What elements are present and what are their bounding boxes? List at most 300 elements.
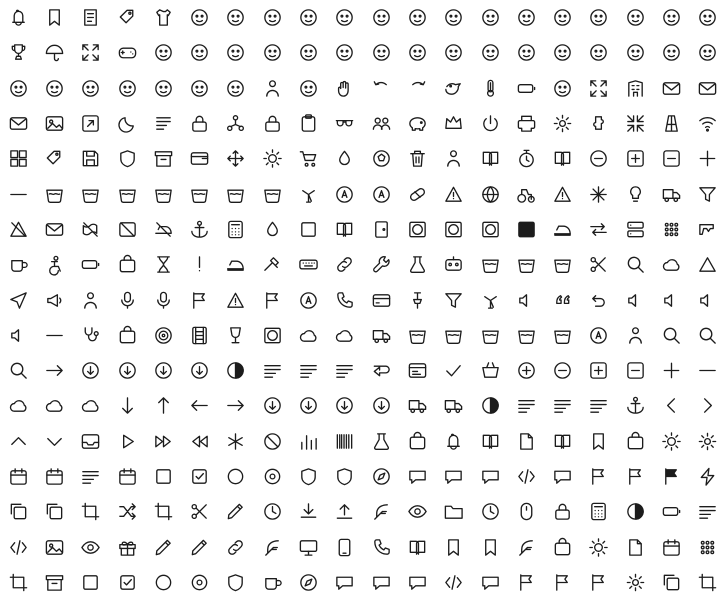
calendar-small-icon[interactable] [653, 529, 689, 564]
chat-round-icon[interactable] [436, 459, 472, 494]
square-icon[interactable] [290, 212, 326, 247]
calendar-alt-icon[interactable] [109, 459, 145, 494]
expand-icon[interactable] [73, 35, 109, 70]
rewind-icon[interactable] [181, 424, 217, 459]
align-center-icon[interactable] [290, 353, 326, 388]
shield-small-icon[interactable] [327, 459, 363, 494]
shield-alt-icon[interactable] [290, 459, 326, 494]
minus-square-alt-icon[interactable] [617, 353, 653, 388]
mail-icon[interactable] [690, 71, 726, 106]
person-walk-icon[interactable] [617, 318, 653, 353]
note-icon[interactable] [73, 0, 109, 35]
archive-box-icon[interactable] [36, 565, 72, 600]
bookmark-icon[interactable] [36, 0, 72, 35]
warning-icon[interactable] [436, 176, 472, 211]
grid-icon[interactable] [0, 141, 36, 176]
mail-open-icon[interactable] [653, 71, 689, 106]
minus-icon[interactable] [0, 176, 36, 211]
minus-circle-alt-icon[interactable] [544, 353, 580, 388]
flask-icon[interactable] [399, 247, 435, 282]
bird-icon[interactable] [436, 71, 472, 106]
battery-cell-icon[interactable] [73, 247, 109, 282]
globe-icon[interactable] [472, 176, 508, 211]
face-helmet-icon[interactable] [544, 0, 580, 35]
book-read-icon[interactable] [399, 529, 435, 564]
tablet-icon[interactable] [327, 529, 363, 564]
import-icon[interactable] [73, 106, 109, 141]
gift-icon[interactable] [109, 529, 145, 564]
mail-crossed-icon[interactable] [36, 212, 72, 247]
book-open-alt-icon[interactable] [544, 424, 580, 459]
avatar-bob-icon[interactable] [254, 35, 290, 70]
sun-icon[interactable] [254, 141, 290, 176]
drop-icon[interactable] [254, 212, 290, 247]
metronome-icon[interactable] [653, 106, 689, 141]
envelope-icon[interactable] [0, 106, 36, 141]
avatar-plain-icon[interactable] [690, 35, 726, 70]
chat-alt-icon[interactable] [327, 565, 363, 600]
clock-alt-icon[interactable] [472, 494, 508, 529]
wash-60-icon[interactable] [145, 176, 181, 211]
collapse-icon[interactable] [617, 106, 653, 141]
lock-icon[interactable] [181, 106, 217, 141]
basket-icon[interactable] [472, 353, 508, 388]
asterisk-icon[interactable] [218, 424, 254, 459]
cloud-download-icon[interactable] [73, 388, 109, 423]
upload-icon[interactable] [327, 494, 363, 529]
chat-ellipsis-icon[interactable] [472, 565, 508, 600]
align-left-alt-icon[interactable] [544, 388, 580, 423]
circle-icon[interactable] [218, 459, 254, 494]
avatar-fringe-icon[interactable] [363, 35, 399, 70]
network-icon[interactable] [218, 106, 254, 141]
minus-thin-alt-icon[interactable] [690, 353, 726, 388]
crop-icon[interactable] [73, 494, 109, 529]
shuffle-icon[interactable] [109, 494, 145, 529]
chevron-down-icon[interactable] [36, 424, 72, 459]
warning-alt-icon[interactable] [544, 176, 580, 211]
dryer-no-heat-icon[interactable] [508, 212, 544, 247]
move-icon[interactable] [218, 141, 254, 176]
wash-dot-icon[interactable] [254, 176, 290, 211]
reply-icon[interactable] [363, 353, 399, 388]
document-icon[interactable] [508, 424, 544, 459]
arrow-right-icon[interactable] [36, 353, 72, 388]
clock-icon[interactable] [254, 494, 290, 529]
circle-small-icon[interactable] [145, 565, 181, 600]
compass-icon[interactable] [363, 459, 399, 494]
keyboard-icon[interactable] [290, 247, 326, 282]
sun-alt-icon[interactable] [581, 529, 617, 564]
phone-alt-icon[interactable] [363, 529, 399, 564]
tag-price-icon[interactable] [36, 141, 72, 176]
compass-alt-icon[interactable] [290, 565, 326, 600]
hammer-icon[interactable] [254, 247, 290, 282]
minus-square-icon[interactable] [653, 141, 689, 176]
image-alt-icon[interactable] [36, 529, 72, 564]
pencils-icon[interactable] [145, 529, 181, 564]
mug-alt-icon[interactable] [254, 565, 290, 600]
zoom-out-icon[interactable] [690, 318, 726, 353]
briefcase-alt-icon[interactable] [617, 424, 653, 459]
wash-basin-hot-icon[interactable] [544, 247, 580, 282]
face-bald-icon[interactable] [653, 0, 689, 35]
cloud-upload-icon[interactable] [36, 388, 72, 423]
brightness-icon[interactable] [653, 424, 689, 459]
user-oval-icon[interactable] [290, 71, 326, 106]
bookmark-flag-icon[interactable] [472, 529, 508, 564]
moon-icon[interactable] [109, 106, 145, 141]
flag-pennant-icon[interactable] [581, 565, 617, 600]
face-cap-icon[interactable] [363, 0, 399, 35]
flag-pole-icon[interactable] [254, 282, 290, 317]
triangle-icon[interactable] [690, 247, 726, 282]
arrow-left-icon[interactable] [181, 388, 217, 423]
plus-circle-icon[interactable] [508, 353, 544, 388]
image-icon[interactable] [36, 106, 72, 141]
exclamation-icon[interactable] [181, 247, 217, 282]
wrench-icon[interactable] [363, 247, 399, 282]
contrast-icon[interactable] [218, 353, 254, 388]
face-beard-icon[interactable] [399, 0, 435, 35]
wash-40-icon[interactable] [109, 176, 145, 211]
mug-icon[interactable] [0, 247, 36, 282]
align-justify-icon[interactable] [508, 388, 544, 423]
piggy-bank-icon[interactable] [399, 106, 435, 141]
iron-steam-icon[interactable] [218, 247, 254, 282]
speaker-icon[interactable] [0, 318, 36, 353]
face-neutral-icon[interactable] [218, 0, 254, 35]
crop-small-icon[interactable] [690, 565, 726, 600]
lock-alt-icon[interactable] [544, 494, 580, 529]
microphone-off-icon[interactable] [145, 282, 181, 317]
undo-icon[interactable] [581, 282, 617, 317]
pin-icon[interactable] [399, 282, 435, 317]
search-icon[interactable] [617, 247, 653, 282]
lock-closed-icon[interactable] [254, 106, 290, 141]
calculator-alt-icon[interactable] [581, 494, 617, 529]
truck-box-icon[interactable] [436, 388, 472, 423]
arrow-up-icon[interactable] [145, 388, 181, 423]
flag-small-alt-icon[interactable] [508, 565, 544, 600]
save-icon[interactable] [73, 141, 109, 176]
windmill-alt-icon[interactable] [472, 282, 508, 317]
iron-icon[interactable] [544, 212, 580, 247]
gun-icon[interactable] [690, 212, 726, 247]
mouse-icon[interactable] [508, 494, 544, 529]
user-hat-icon[interactable] [0, 71, 36, 106]
rotate-icon[interactable] [399, 71, 435, 106]
chat-round-alt-icon[interactable] [363, 565, 399, 600]
clipboard-icon[interactable] [290, 106, 326, 141]
face-long-icon[interactable] [690, 0, 726, 35]
dryer-low-icon[interactable] [472, 212, 508, 247]
sunglasses-icon[interactable] [327, 106, 363, 141]
minus-thin-icon[interactable] [36, 318, 72, 353]
battery-icon[interactable] [508, 71, 544, 106]
eye-icon[interactable] [73, 529, 109, 564]
copy-icon[interactable] [0, 494, 36, 529]
checkbox-icon[interactable] [181, 459, 217, 494]
credit-card-icon[interactable] [363, 282, 399, 317]
hourglass-icon[interactable] [145, 247, 181, 282]
dryer-icon[interactable] [436, 212, 472, 247]
avatar-afro-icon[interactable] [436, 35, 472, 70]
square-small-icon[interactable] [73, 565, 109, 600]
dryer-circle-icon[interactable] [254, 318, 290, 353]
phone-icon[interactable] [327, 282, 363, 317]
trash-icon[interactable] [399, 141, 435, 176]
flask-alt-icon[interactable] [363, 424, 399, 459]
circle-f-icon[interactable] [290, 282, 326, 317]
volume-low-icon[interactable] [617, 282, 653, 317]
wallet-icon[interactable] [181, 141, 217, 176]
user-ape-icon[interactable] [145, 71, 181, 106]
list-icon[interactable] [145, 106, 181, 141]
wash-hand-icon[interactable] [181, 176, 217, 211]
building-icon[interactable] [617, 71, 653, 106]
user-circle-icon[interactable] [36, 71, 72, 106]
tag-icon[interactable] [109, 0, 145, 35]
arrow-left-circle-alt-icon[interactable] [363, 388, 399, 423]
link-icon[interactable] [327, 247, 363, 282]
calendar-icon[interactable] [0, 459, 36, 494]
avatar-sunglasses-icon[interactable] [617, 35, 653, 70]
fast-forward-icon[interactable] [145, 424, 181, 459]
avatar-headband-icon[interactable] [653, 35, 689, 70]
tractor-icon[interactable] [508, 176, 544, 211]
crop-corner-icon[interactable] [0, 565, 36, 600]
copy-alt-icon[interactable] [653, 565, 689, 600]
circle-p-icon[interactable] [363, 176, 399, 211]
cloud-small-icon[interactable] [327, 318, 363, 353]
football-icon[interactable] [363, 141, 399, 176]
printer-icon[interactable] [508, 106, 544, 141]
flag-wave-icon[interactable] [617, 459, 653, 494]
thermometer-icon[interactable] [472, 71, 508, 106]
plus-icon[interactable] [690, 141, 726, 176]
book-closed-icon[interactable] [327, 212, 363, 247]
no-tumble-icon[interactable] [109, 212, 145, 247]
pixel-face-icon[interactable] [544, 71, 580, 106]
inbox-icon[interactable] [73, 424, 109, 459]
avatar-braids-icon[interactable] [327, 35, 363, 70]
bag-alt-icon[interactable] [399, 424, 435, 459]
shield-tiny-icon[interactable] [218, 565, 254, 600]
user-hair-icon[interactable] [109, 71, 145, 106]
bulb-icon[interactable] [617, 176, 653, 211]
sparkle-icon[interactable] [581, 176, 617, 211]
align-left-icon[interactable] [254, 353, 290, 388]
zoom-in-icon[interactable] [653, 318, 689, 353]
chevron-up-icon[interactable] [0, 424, 36, 459]
power-icon[interactable] [472, 106, 508, 141]
gear-alt-icon[interactable] [690, 424, 726, 459]
download-icon[interactable] [290, 494, 326, 529]
trophy-icon[interactable] [0, 35, 36, 70]
van-icon[interactable] [363, 318, 399, 353]
truck-icon[interactable] [653, 176, 689, 211]
crown-icon[interactable] [436, 106, 472, 141]
cloud-outline-icon[interactable] [0, 388, 36, 423]
microphone-icon[interactable] [109, 282, 145, 317]
menu-icon[interactable] [73, 459, 109, 494]
face-mask-icon[interactable] [472, 0, 508, 35]
plus-thin-icon[interactable] [653, 353, 689, 388]
hand-wave-icon[interactable] [327, 71, 363, 106]
plus-square-alt-icon[interactable] [581, 353, 617, 388]
magnifier-icon[interactable] [0, 353, 36, 388]
volume-high-icon[interactable] [690, 282, 726, 317]
face-round-icon[interactable] [508, 0, 544, 35]
bookmark-alt-icon[interactable] [581, 424, 617, 459]
shirt-icon[interactable] [145, 0, 181, 35]
wash-basin-alt-icon[interactable] [508, 247, 544, 282]
chat-icon[interactable] [399, 459, 435, 494]
wash-line-icon[interactable] [544, 318, 580, 353]
avatar-curly-icon[interactable] [218, 35, 254, 70]
no-bleach-icon[interactable] [0, 212, 36, 247]
book-icon[interactable] [472, 141, 508, 176]
battery-half-icon[interactable] [653, 494, 689, 529]
goblet-icon[interactable] [218, 318, 254, 353]
arrow-right-circle-icon[interactable] [145, 353, 181, 388]
code-alt-icon[interactable] [0, 529, 36, 564]
circle-square-icon[interactable] [399, 212, 435, 247]
play-icon[interactable] [109, 424, 145, 459]
filter-icon[interactable] [436, 282, 472, 317]
pen-icon[interactable] [218, 494, 254, 529]
user-glasses-icon[interactable] [73, 71, 109, 106]
book-open-icon[interactable] [544, 141, 580, 176]
flag-alt-icon[interactable] [581, 459, 617, 494]
face-wink-icon[interactable] [290, 0, 326, 35]
shield-icon[interactable] [109, 141, 145, 176]
pill-icon[interactable] [399, 176, 435, 211]
archive-icon[interactable] [145, 141, 181, 176]
wash-icon[interactable] [36, 176, 72, 211]
arrow-left-circle-icon[interactable] [181, 353, 217, 388]
avatar-cap-icon[interactable] [472, 35, 508, 70]
target-icon[interactable] [145, 318, 181, 353]
door-icon[interactable] [363, 212, 399, 247]
wash-30-icon[interactable] [73, 176, 109, 211]
chevron-left-icon[interactable] [653, 388, 689, 423]
checkbox-alt-icon[interactable] [109, 565, 145, 600]
volume-mute-icon[interactable] [508, 282, 544, 317]
chevron-right-icon[interactable] [690, 388, 726, 423]
send-icon[interactable] [0, 282, 36, 317]
wash-basin-icon[interactable] [472, 247, 508, 282]
quote-icon[interactable] [544, 282, 580, 317]
briefcase-case-icon[interactable] [544, 529, 580, 564]
arrow-down-icon[interactable] [109, 388, 145, 423]
chat-bubble-icon[interactable] [472, 459, 508, 494]
megaphone-icon[interactable] [36, 282, 72, 317]
keypad-icon[interactable] [653, 212, 689, 247]
scissors-icon[interactable] [181, 494, 217, 529]
no-iron-icon[interactable] [145, 212, 181, 247]
code-brackets-icon[interactable] [436, 565, 472, 600]
wash-gentle-icon[interactable] [218, 176, 254, 211]
face-hat-icon[interactable] [327, 0, 363, 35]
bookmark-ribbon-icon[interactable] [436, 529, 472, 564]
cloud-alt-icon[interactable] [290, 318, 326, 353]
avatar-bun-icon[interactable] [145, 35, 181, 70]
book-alt-icon[interactable] [472, 424, 508, 459]
person-icon[interactable] [254, 71, 290, 106]
radio-icon[interactable] [254, 459, 290, 494]
arrow-right-circle-alt-icon[interactable] [327, 388, 363, 423]
form-icon[interactable] [399, 353, 435, 388]
robot-icon[interactable] [436, 247, 472, 282]
feather-icon[interactable] [363, 494, 399, 529]
avatar-long-hair-icon[interactable] [181, 35, 217, 70]
monitor-icon[interactable] [290, 529, 326, 564]
face-sad-icon[interactable] [254, 0, 290, 35]
face-hood-icon[interactable] [617, 0, 653, 35]
scissors-cut-icon[interactable] [581, 247, 617, 282]
user-worker-icon[interactable] [218, 71, 254, 106]
funnel-icon[interactable] [690, 176, 726, 211]
arrow-up-circle-alt-icon[interactable] [290, 388, 326, 423]
arrow-down-circle-alt-icon[interactable] [254, 388, 290, 423]
paperclip-icon[interactable] [218, 529, 254, 564]
umbrella-icon[interactable] [36, 35, 72, 70]
contrast-alt-icon[interactable] [472, 388, 508, 423]
flag-filled-icon[interactable] [653, 459, 689, 494]
gear-icon[interactable] [544, 106, 580, 141]
swap-icon[interactable] [581, 212, 617, 247]
avatar-beard-icon[interactable] [544, 35, 580, 70]
chat-dots-icon[interactable] [544, 459, 580, 494]
users-group-icon[interactable] [363, 106, 399, 141]
eye-off-icon[interactable] [399, 494, 435, 529]
calendar-grid-icon[interactable] [36, 459, 72, 494]
face-scarf-icon[interactable] [581, 0, 617, 35]
circle-w-icon[interactable] [581, 318, 617, 353]
anchor-icon[interactable] [181, 212, 217, 247]
flag-small-icon[interactable] [181, 282, 217, 317]
align-center-alt-icon[interactable] [581, 388, 617, 423]
avatar-beanie-icon[interactable] [508, 35, 544, 70]
plus-square-icon[interactable] [617, 141, 653, 176]
volume-medium-icon[interactable] [653, 282, 689, 317]
windmill-icon[interactable] [290, 176, 326, 211]
wifi-icon[interactable] [690, 106, 726, 141]
bar-chart-icon[interactable] [290, 424, 326, 459]
gamepad-icon[interactable] [109, 35, 145, 70]
keypad-alt-icon[interactable] [690, 529, 726, 564]
arrow-right-alt-icon[interactable] [218, 388, 254, 423]
briefcase-icon[interactable] [109, 318, 145, 353]
calculator-icon[interactable] [218, 212, 254, 247]
minus-circle-icon[interactable] [581, 141, 617, 176]
wash-hot-icon[interactable] [472, 318, 508, 353]
user-cat-icon[interactable] [181, 71, 217, 106]
face-smile-icon[interactable] [181, 0, 217, 35]
align-menu-icon[interactable] [690, 494, 726, 529]
cart-icon[interactable] [290, 141, 326, 176]
code-icon[interactable] [508, 459, 544, 494]
flag-wave-alt-icon[interactable] [544, 565, 580, 600]
avatar-ponytail-icon[interactable] [290, 35, 326, 70]
pen-alt-icon[interactable] [181, 529, 217, 564]
align-right-icon[interactable] [327, 353, 363, 388]
folder-icon[interactable] [436, 494, 472, 529]
puzzle-icon[interactable] [581, 106, 617, 141]
user-badge-icon[interactable] [436, 141, 472, 176]
